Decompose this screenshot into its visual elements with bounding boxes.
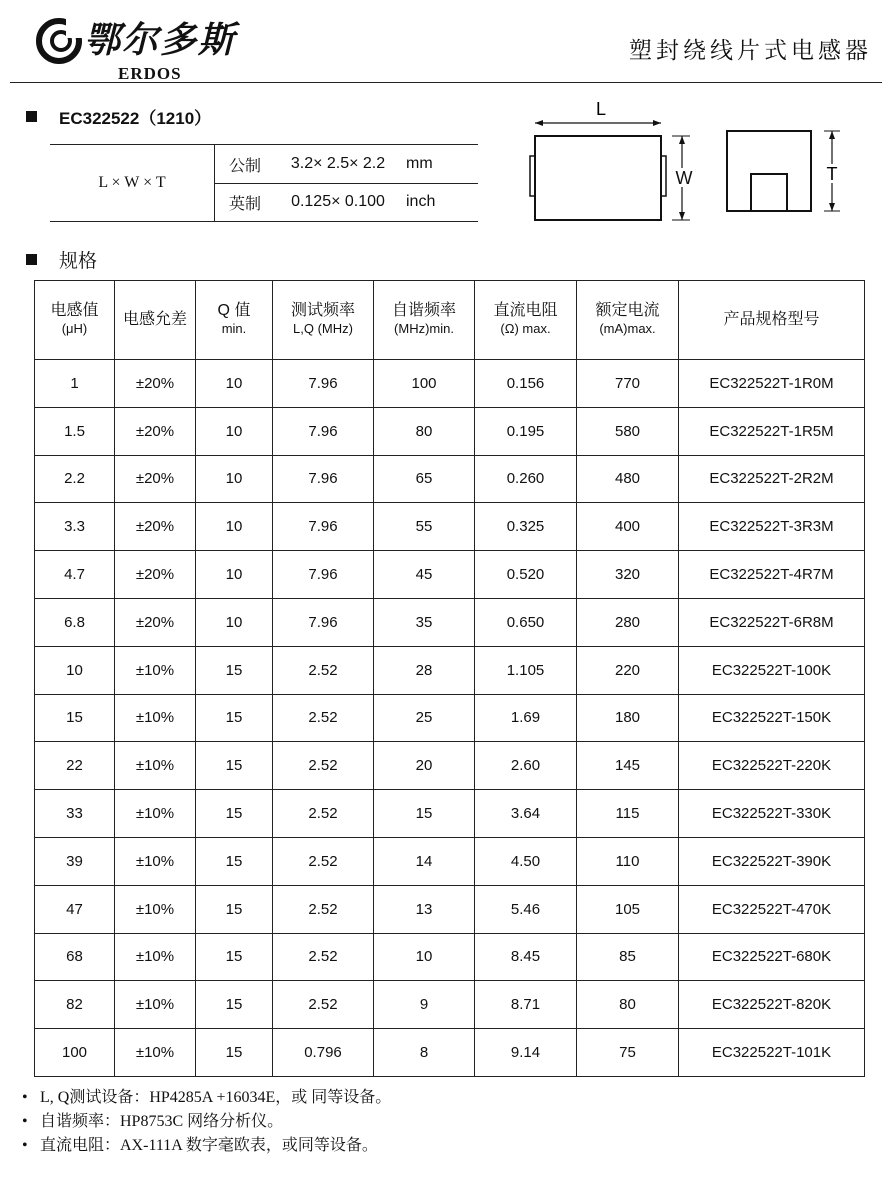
table-cell: ±10% — [115, 790, 196, 838]
table-cell: ±20% — [115, 455, 196, 503]
table-cell: 1.105 — [475, 646, 577, 694]
column-header — [115, 281, 196, 360]
column-header-title: 直流电阻 — [493, 302, 558, 319]
bullet-icon: • — [22, 1113, 28, 1130]
table-cell: 1.69 — [475, 694, 577, 742]
metric-value: 3.2× 2.5× 2.2 — [290, 155, 386, 172]
table-cell: 10 — [35, 646, 115, 694]
table-cell: 85 — [577, 933, 679, 981]
table-cell: 100 — [35, 1029, 115, 1077]
note-text: 自谐频率：HP8753C 网络分析仪。 — [40, 1113, 284, 1130]
table-cell: 8 — [374, 1029, 475, 1077]
imperial-value: 0.125× 0.100 — [291, 193, 385, 210]
metric-unit: mm — [406, 155, 433, 172]
column-header-unit: L,Q (MHz) — [293, 321, 353, 336]
table-row — [35, 790, 865, 838]
square-bullet-icon — [26, 254, 37, 265]
page-title: 塑封绕线片式电感器 — [629, 37, 872, 63]
table-cell: 80 — [374, 407, 475, 455]
table-cell: 145 — [577, 742, 679, 790]
imperial-label: 英制 — [228, 195, 261, 213]
table-cell: EC322522T-2R2M — [679, 455, 865, 503]
table-cell: 2.52 — [273, 837, 374, 885]
spec-heading-text: 规格 — [59, 251, 98, 272]
column-header-title: 电感值 — [50, 302, 99, 319]
table-cell: 4.50 — [475, 837, 577, 885]
column-header-unit: min. — [221, 321, 247, 336]
column-header — [196, 281, 273, 360]
part-heading — [26, 104, 211, 129]
table-cell: ±20% — [115, 551, 196, 599]
bullet-icon: • — [22, 1137, 28, 1154]
table-cell: 7.96 — [273, 503, 374, 551]
column-header-title: Q 值 — [217, 302, 251, 319]
table-cell: 10 — [196, 551, 273, 599]
column-header-title: 产品规格型号 — [723, 311, 820, 328]
table-cell: 15 — [196, 933, 273, 981]
column-header-title: 额定电流 — [595, 302, 660, 319]
table-cell: ±10% — [115, 885, 196, 933]
table-cell: 15 — [196, 885, 273, 933]
table-cell: 2.52 — [273, 646, 374, 694]
table-cell: 110 — [577, 837, 679, 885]
table-cell: 15 — [196, 742, 273, 790]
logo-english-text: ERDOS — [118, 64, 182, 83]
table-cell: 7.96 — [273, 360, 374, 408]
table-cell: EC322522T-820K — [679, 981, 865, 1029]
table-cell: EC322522T-150K — [679, 694, 865, 742]
column-header — [374, 281, 475, 360]
part-name: EC322522（1210） — [59, 109, 212, 128]
table-cell: 10 — [196, 455, 273, 503]
metric-label: 公制 — [228, 157, 261, 175]
column-header-unit: (Ω) max. — [500, 321, 551, 336]
table-cell: ±10% — [115, 694, 196, 742]
table-cell: EC322522T-680K — [679, 933, 865, 981]
table-cell: 15 — [35, 694, 115, 742]
table-cell: ±20% — [115, 360, 196, 408]
column-header-unit: (MHz)min. — [394, 321, 454, 336]
table-cell: 10 — [196, 598, 273, 646]
column-header-unit: (μH) — [61, 321, 88, 336]
table-cell: ±20% — [115, 407, 196, 455]
table-cell: 25 — [374, 694, 475, 742]
table-cell: 0.156 — [475, 360, 577, 408]
table-row — [35, 646, 865, 694]
test-notes — [22, 1086, 391, 1158]
table-cell: EC322522T-390K — [679, 837, 865, 885]
column-header — [35, 281, 115, 360]
table-cell: 7.96 — [273, 455, 374, 503]
table-cell: 3.3 — [35, 503, 115, 551]
table-cell: EC322522T-470K — [679, 885, 865, 933]
dimensions-table — [50, 144, 478, 222]
table-cell: 65 — [374, 455, 475, 503]
note-text: 直流电阻：AX-111A 数字毫欧表，或同等设备。 — [40, 1137, 378, 1154]
header-divider — [10, 82, 882, 83]
table-cell: 1.5 — [35, 407, 115, 455]
table-row — [35, 503, 865, 551]
table-cell: 33 — [35, 790, 115, 838]
table-row — [35, 551, 865, 599]
table-cell: 47 — [35, 885, 115, 933]
table-row — [35, 455, 865, 503]
table-cell: 2.52 — [273, 885, 374, 933]
table-cell: ±10% — [115, 981, 196, 1029]
column-header — [273, 281, 374, 360]
column-header-title: 自谐频率 — [391, 302, 456, 319]
table-cell: 2.52 — [273, 933, 374, 981]
table-cell: 15 — [196, 646, 273, 694]
table-cell: ±10% — [115, 1029, 196, 1077]
table-row — [35, 694, 865, 742]
table-cell: 55 — [374, 503, 475, 551]
top-view-drawing — [530, 120, 690, 220]
table-row — [35, 837, 865, 885]
column-header — [475, 281, 577, 360]
logo-swirl-icon — [36, 18, 82, 64]
table-cell: 22 — [35, 742, 115, 790]
table-cell: 15 — [374, 790, 475, 838]
table-cell: 4.7 — [35, 551, 115, 599]
imperial-unit: inch — [406, 193, 436, 210]
table-cell: ±10% — [115, 933, 196, 981]
table-cell: 0.195 — [475, 407, 577, 455]
table-cell: EC322522T-3R3M — [679, 503, 865, 551]
table-cell: 15 — [196, 790, 273, 838]
table-cell: 770 — [577, 360, 679, 408]
table-cell: 10 — [196, 360, 273, 408]
dimension-diagram — [522, 96, 852, 226]
table-cell: 7.96 — [273, 598, 374, 646]
table-row — [35, 1029, 865, 1077]
table-cell: 2.52 — [273, 694, 374, 742]
table-cell: 9 — [374, 981, 475, 1029]
table-cell: ±10% — [115, 837, 196, 885]
table-cell: ±10% — [115, 742, 196, 790]
table-cell: 15 — [196, 694, 273, 742]
table-body — [35, 360, 865, 1077]
table-cell: ±20% — [115, 598, 196, 646]
note-item — [22, 1110, 391, 1134]
note-item — [22, 1134, 391, 1158]
label-l: L — [595, 99, 607, 119]
table-cell: 2.60 — [475, 742, 577, 790]
table-cell: EC322522T-4R7M — [679, 551, 865, 599]
table-row — [35, 981, 865, 1029]
table-cell: 5.46 — [475, 885, 577, 933]
bullet-icon: • — [22, 1089, 28, 1106]
label-w: W — [675, 168, 693, 188]
table-cell: 2.52 — [273, 742, 374, 790]
note-item — [22, 1086, 391, 1110]
table-cell: 1 — [35, 360, 115, 408]
note-text: L, Q测试设备：HP4285A +16034E，或 同等设备。 — [40, 1089, 392, 1106]
table-cell: 82 — [35, 981, 115, 1029]
table-cell: EC322522T-6R8M — [679, 598, 865, 646]
table-cell: 105 — [577, 885, 679, 933]
label-t: T — [826, 164, 838, 184]
table-cell: 45 — [374, 551, 475, 599]
table-cell: EC322522T-101K — [679, 1029, 865, 1077]
spec-table — [34, 280, 865, 1077]
table-cell: 280 — [577, 598, 679, 646]
table-row — [35, 598, 865, 646]
table-cell: EC322522T-220K — [679, 742, 865, 790]
table-cell: 10 — [196, 407, 273, 455]
imperial-row — [214, 183, 478, 221]
table-cell: 28 — [374, 646, 475, 694]
dimensions-label: L × W × T — [98, 174, 166, 191]
table-cell: 220 — [577, 646, 679, 694]
table-row — [35, 407, 865, 455]
table-cell: 180 — [577, 694, 679, 742]
table-cell: 480 — [577, 455, 679, 503]
table-cell: 100 — [374, 360, 475, 408]
table-cell: 7.96 — [273, 551, 374, 599]
table-cell: 115 — [577, 790, 679, 838]
table-cell: 15 — [196, 981, 273, 1029]
table-row — [35, 360, 865, 408]
table-cell: 75 — [577, 1029, 679, 1077]
table-cell: 0.260 — [475, 455, 577, 503]
table-cell: 580 — [577, 407, 679, 455]
table-cell: 20 — [374, 742, 475, 790]
column-header — [577, 281, 679, 360]
table-cell: 15 — [196, 1029, 273, 1077]
table-cell: 8.71 — [475, 981, 577, 1029]
table-cell: 0.325 — [475, 503, 577, 551]
side-view-drawing — [727, 131, 840, 211]
column-header-title: 电感允差 — [122, 311, 187, 328]
table-cell: EC322522T-100K — [679, 646, 865, 694]
table-cell: 10 — [196, 503, 273, 551]
table-cell: 2.52 — [273, 981, 374, 1029]
table-row — [35, 933, 865, 981]
table-cell: 13 — [374, 885, 475, 933]
table-cell: EC322522T-1R5M — [679, 407, 865, 455]
table-cell: 15 — [196, 837, 273, 885]
table-cell: 2.2 — [35, 455, 115, 503]
table-cell: 320 — [577, 551, 679, 599]
spec-heading — [26, 246, 97, 273]
table-cell: 400 — [577, 503, 679, 551]
table-cell: 14 — [374, 837, 475, 885]
table-cell: 39 — [35, 837, 115, 885]
table-cell: 8.45 — [475, 933, 577, 981]
table-cell: 80 — [577, 981, 679, 1029]
metric-row — [214, 145, 478, 183]
table-cell: 9.14 — [475, 1029, 577, 1077]
table-cell: 3.64 — [475, 790, 577, 838]
column-header — [679, 281, 865, 360]
erdos-logo — [36, 8, 237, 83]
table-header-row — [35, 281, 865, 360]
logo-chinese-text: 鄂尔多斯 — [84, 19, 237, 61]
column-header-title: 测试频率 — [290, 302, 355, 319]
table-cell: ±20% — [115, 503, 196, 551]
table-cell: 0.520 — [475, 551, 577, 599]
table-cell: ±10% — [115, 646, 196, 694]
table-cell: 68 — [35, 933, 115, 981]
table-cell: 0.650 — [475, 598, 577, 646]
table-cell: 2.52 — [273, 790, 374, 838]
square-bullet-icon — [26, 111, 37, 122]
table-cell: EC322522T-330K — [679, 790, 865, 838]
table-row — [35, 885, 865, 933]
table-cell: 0.796 — [273, 1029, 374, 1077]
table-cell: EC322522T-1R0M — [679, 360, 865, 408]
table-cell: 10 — [374, 933, 475, 981]
table-cell: 6.8 — [35, 598, 115, 646]
table-cell: 7.96 — [273, 407, 374, 455]
column-header-unit: (mA)max. — [599, 321, 656, 336]
table-row — [35, 742, 865, 790]
table-cell: 35 — [374, 598, 475, 646]
